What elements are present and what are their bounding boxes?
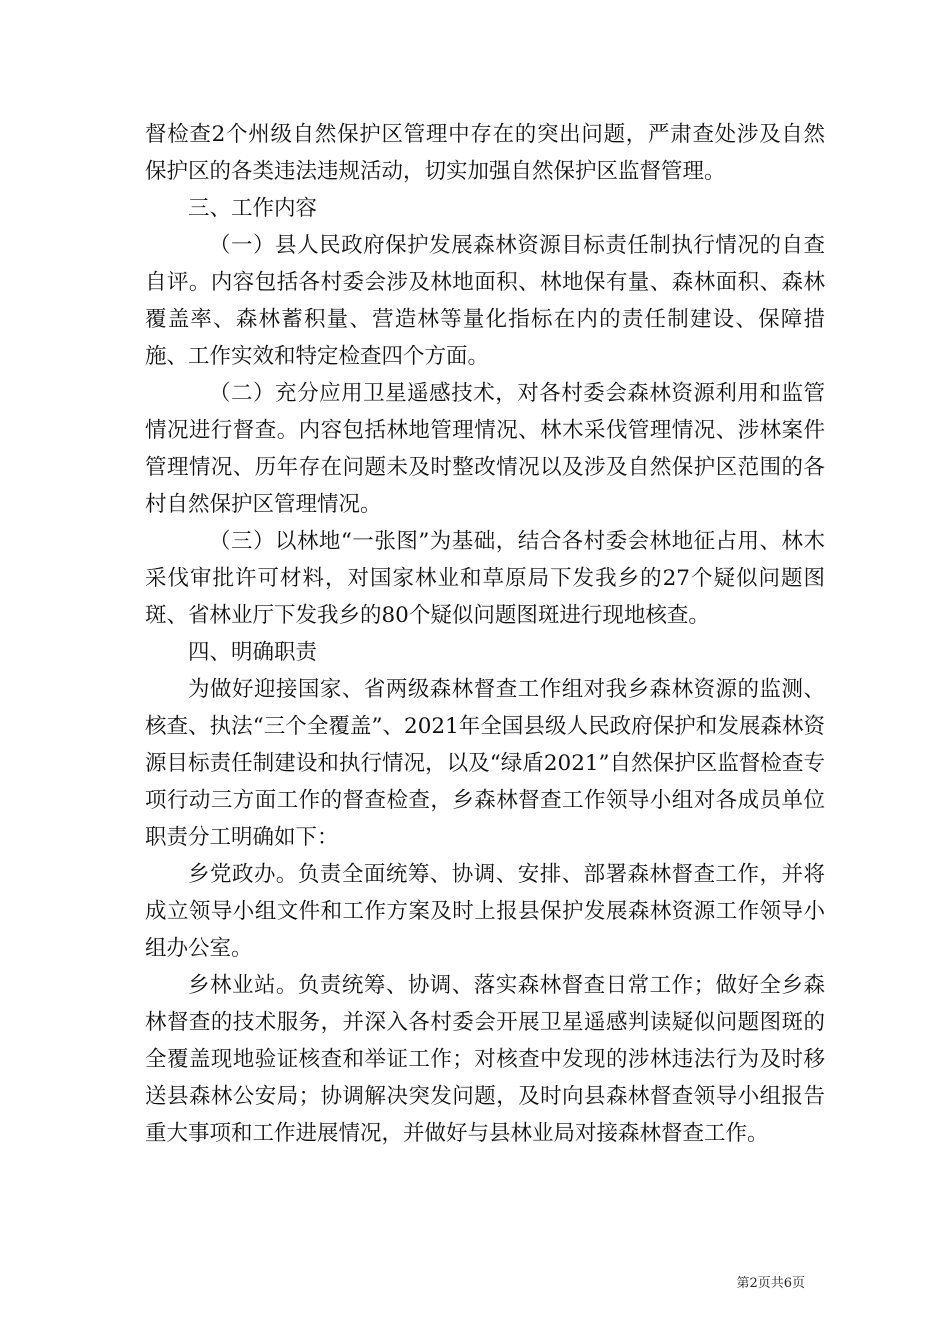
paragraph-continuation: 督检查2个州级自然保护区管理中存在的突出问题，严肃查处涉及自然保护区的各类违法违规活动，切实加强自然保护区监督管理。 [145, 122, 825, 184]
paragraph-forestry-station: 乡林业站。负责统筹、协调、落实森林督查日常工作；做好全乡森林督查的技术服务，并深入各村委会开展卫星遥感判读疑似问题图斑的全覆盖现地验证核查和举证工作；对核查中发现的涉林违法行为及时移送县森林公安局；协调解决突发问题，及时向县森林督查领导小组报告重大事项和工作进展情况，并做好与县林业局对接森林督查工作。 [145, 973, 825, 1146]
paragraph-party-office: 乡党政办。负责全面统筹、协调、安排、部署森林督查工作，并将成立领导小组文件和工作方案及时上报县保护发展森林资源工作领导小组办公室。 [145, 862, 825, 961]
paragraph-item-1: （一）县人民政府保护发展森林资源目标责任制执行情况的自查自评。内容包括各村委会涉及林地面积、林地保有量、森林面积、森林覆盖率、森林蓄积量、营造林等量化指标在内的责任制建设、保障措施、工作实效和特定检查四个方面。 [145, 233, 825, 369]
paragraph-responsibilities-intro: 为做好迎接国家、省两级森林督查工作组对我乡森林资源的监测、核查、执法“三个全覆盖”、2021年全国县级人民政府保护和发展森林资源目标责任制建设和执行情况，以及“绿盾2021”自然保护区监督检查专项行动三方面工作的督查检查，乡森林督查工作领导小组对各成员单位职责分工明确如下： [145, 677, 825, 850]
section-heading-responsibilities: 四、明确职责 [188, 640, 318, 665]
document-body [145, 116, 825, 1152]
page-number: 第2页共6页 [736, 1276, 805, 1291]
paragraph-item-3: （三）以林地“一张图”为基础，结合各村委会林地征占用、林木采伐审批许可材料，对国家林业和草原局下发我乡的27个疑似问题图斑、省林业厅下发我乡的80个疑似问题图斑进行现地核查。 [145, 529, 825, 628]
section-heading-work-content: 三、工作内容 [188, 196, 318, 221]
paragraph-item-2: （二）充分应用卫星遥感技术，对各村委会森林资源利用和监管情况进行督查。内容包括林地管理情况、林木采伐管理情况、涉林案件管理情况、历年存在问题未及时整改情况以及涉及自然保护区范围的各村自然保护区管理情况。 [145, 381, 825, 517]
